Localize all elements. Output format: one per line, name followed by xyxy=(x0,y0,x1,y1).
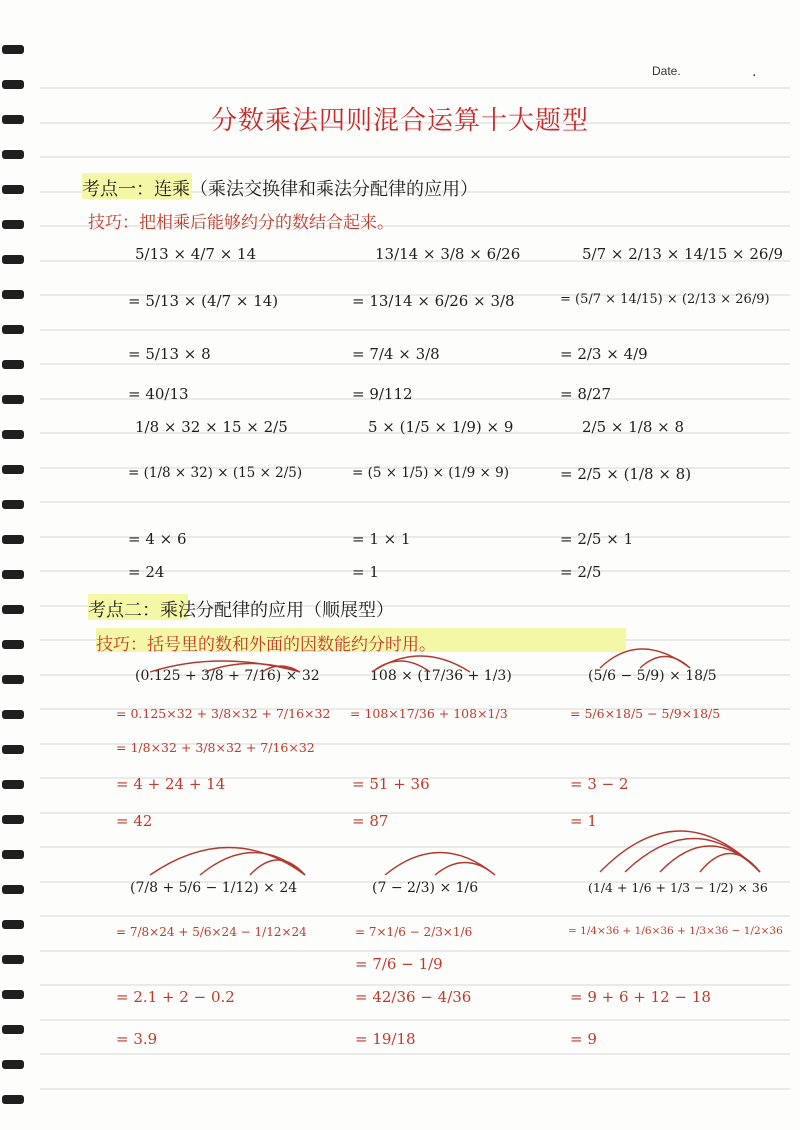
step-1-2-c: = 9/112 xyxy=(352,385,413,403)
step-2-3-b: = 3 − 2 xyxy=(570,775,629,793)
spiral-ring xyxy=(2,1095,24,1104)
step-2-6-b: = 9 + 6 + 12 − 18 xyxy=(570,988,711,1006)
spiral-ring xyxy=(2,535,24,544)
spiral-ring xyxy=(2,290,24,299)
step-1-5-c: = 1 xyxy=(352,563,379,581)
spiral-ring xyxy=(2,640,24,649)
spiral-ring xyxy=(2,500,24,509)
step-2-2-a: = 108×17/36 + 108×1/3 xyxy=(350,706,508,721)
spiral-ring xyxy=(2,710,24,719)
spiral-ring xyxy=(2,955,24,964)
step-1-1-a: = 5/13 × (4/7 × 14) xyxy=(128,292,279,310)
spiral-ring xyxy=(2,885,24,894)
spiral-ring xyxy=(2,675,24,684)
spiral-ring xyxy=(2,45,24,54)
spiral-ring xyxy=(2,1060,24,1069)
spiral-ring xyxy=(2,1025,24,1034)
step-1-4-c: = 24 xyxy=(128,563,165,581)
spiral-ring xyxy=(2,325,24,334)
step-1-1-b: = 5/13 × 8 xyxy=(128,345,211,363)
step-2-4-a: = 7/8×24 + 5/6×24 − 1/12×24 xyxy=(116,925,307,939)
section-2-tip: 技巧：括号里的数和外面的因数能约分时用。 xyxy=(96,635,436,655)
step-1-6-a: = 2/5 × (1/8 × 8) xyxy=(560,465,692,483)
step-2-5-d: = 19/18 xyxy=(355,1030,416,1048)
spiral-ring xyxy=(2,815,24,824)
step-2-1-c: = 4 + 24 + 14 xyxy=(116,775,226,793)
step-2-1-b: = 1/8×32 + 3/8×32 + 7/16×32 xyxy=(116,740,315,755)
step-2-4-c: = 3.9 xyxy=(116,1030,158,1048)
spiral-binding xyxy=(0,0,30,1130)
problem-2-6: (1/4 + 1/6 + 1/3 − 1/2) × 36 xyxy=(588,880,768,895)
page-title: 分数乘法四则混合运算十大题型 xyxy=(210,106,589,136)
step-1-3-b: = 2/3 × 4/9 xyxy=(560,345,648,363)
spiral-ring xyxy=(2,185,24,194)
section-2-heading: 考点二：乘法分配律的应用（顺展型） xyxy=(88,600,394,621)
step-2-2-b: = 51 + 36 xyxy=(352,775,430,793)
problem-2-1: (0.125 + 3/8 + 7/16) × 32 xyxy=(135,668,320,684)
step-2-3-c: = 1 xyxy=(570,812,597,830)
step-1-6-c: = 2/5 xyxy=(560,563,602,581)
step-2-5-a: = 7×1/6 − 2/3×1/6 xyxy=(355,925,473,939)
step-2-6-c: = 9 xyxy=(570,1030,597,1048)
step-2-4-b: = 2.1 + 2 − 0.2 xyxy=(116,988,235,1006)
step-1-6-b: = 2/5 × 1 xyxy=(560,530,634,548)
step-1-1-c: = 40/13 xyxy=(128,385,189,403)
step-2-2-c: = 87 xyxy=(352,812,389,830)
step-2-1-d: = 42 xyxy=(116,812,153,830)
step-1-2-b: = 7/4 × 3/8 xyxy=(352,345,440,363)
spiral-ring xyxy=(2,780,24,789)
problem-1-1: 5/13 × 4/7 × 14 xyxy=(135,245,257,263)
problem-1-6: 2/5 × 1/8 × 8 xyxy=(582,418,685,436)
spiral-ring xyxy=(2,395,24,404)
spiral-ring xyxy=(2,150,24,159)
problem-1-3: 5/7 × 2/13 × 14/15 × 26/9 xyxy=(582,245,784,263)
step-2-5-b: = 7/6 − 1/9 xyxy=(355,955,443,973)
date-label: Date. xyxy=(652,64,681,78)
problem-2-2: 108 × (17/36 + 1/3) xyxy=(370,668,512,684)
spiral-ring xyxy=(2,850,24,859)
problem-2-5: (7 − 2/3) × 1/6 xyxy=(372,880,479,896)
section-1-heading: 考点一：连乘（乘法交换律和乘法分配律的应用） xyxy=(82,179,478,200)
spiral-ring xyxy=(2,745,24,754)
step-1-4-b: = 4 × 6 xyxy=(128,530,187,548)
spiral-ring xyxy=(2,220,24,229)
spiral-ring xyxy=(2,80,24,89)
date-dot: . xyxy=(752,64,757,80)
section-1-tip: 技巧：把相乘后能够约分的数结合起来。 xyxy=(88,213,394,233)
spiral-ring xyxy=(2,360,24,369)
problem-1-5: 5 × (1/5 × 1/9) × 9 xyxy=(368,418,514,436)
spiral-ring xyxy=(2,990,24,999)
spiral-ring xyxy=(2,920,24,929)
step-1-3-a: = (5/7 × 14/15) × (2/13 × 26/9) xyxy=(560,292,770,307)
spiral-ring xyxy=(2,255,24,264)
step-2-3-a: = 5/6×18/5 − 5/9×18/5 xyxy=(570,706,721,721)
step-2-5-c: = 42/36 − 4/36 xyxy=(355,988,472,1006)
spiral-ring xyxy=(2,605,24,614)
step-1-5-a: = (5 × 1/5) × (1/9 × 9) xyxy=(352,465,509,481)
problem-2-3: (5/6 − 5/9) × 18/5 xyxy=(588,668,717,684)
step-1-2-a: = 13/14 × 6/26 × 3/8 xyxy=(352,292,515,310)
spiral-ring xyxy=(2,465,24,474)
problem-1-2: 13/14 × 3/8 × 6/26 xyxy=(375,245,521,263)
step-1-4-a: = (1/8 × 32) × (15 × 2/5) xyxy=(128,465,303,481)
step-1-5-b: = 1 × 1 xyxy=(352,530,411,548)
spiral-ring xyxy=(2,570,24,579)
step-1-3-c: = 8/27 xyxy=(560,385,612,403)
step-2-1-a: = 0.125×32 + 3/8×32 + 7/16×32 xyxy=(116,706,331,721)
problem-2-4: (7/8 + 5/6 − 1/12) × 24 xyxy=(130,880,298,896)
spiral-ring xyxy=(2,430,24,439)
step-2-6-a: = 1/4×36 + 1/6×36 + 1/3×36 − 1/2×36 xyxy=(568,925,783,937)
problem-1-4: 1/8 × 32 × 15 × 2/5 xyxy=(135,418,288,436)
